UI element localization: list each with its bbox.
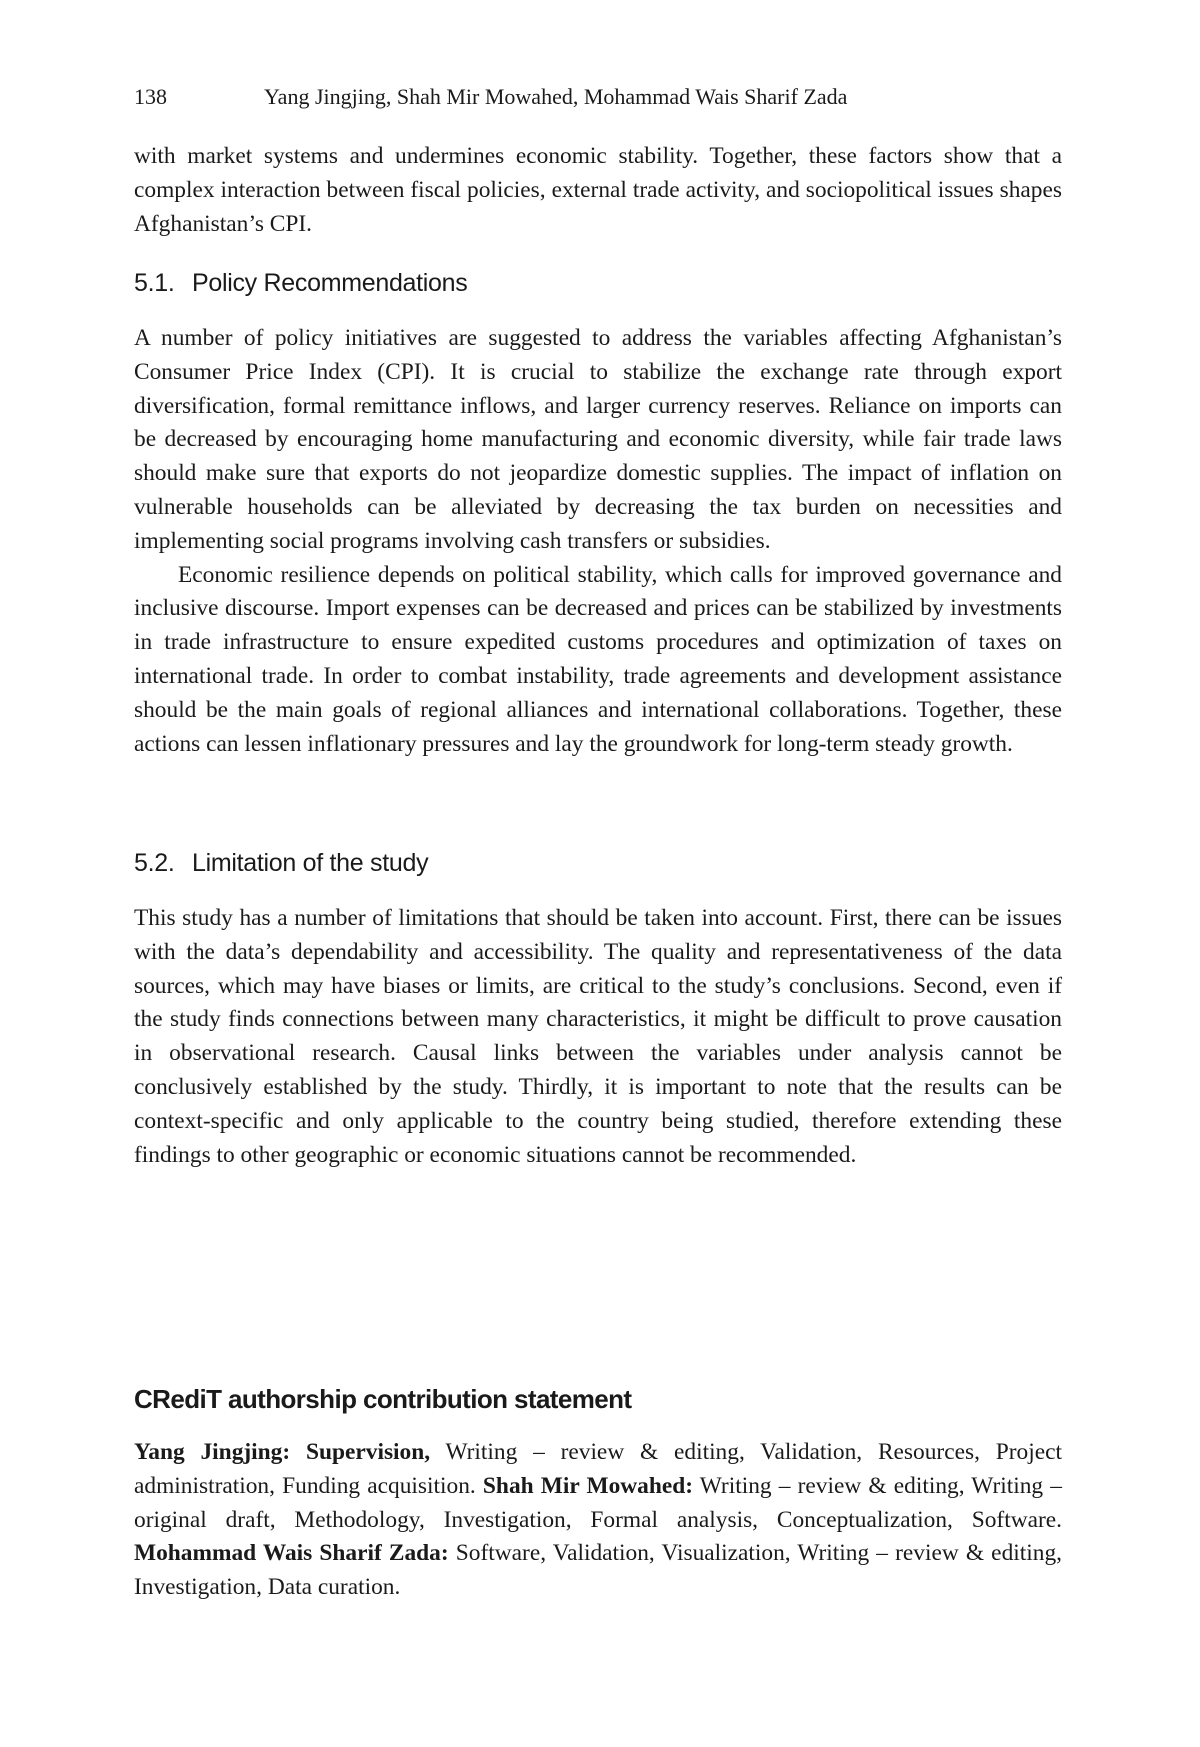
author-roles: Writing – review & editing, Writing – original draft, Methodology, Investigation, Formal analysis, Conceptualization, Software. (134, 1472, 1062, 1533)
section-title: Policy Recommendations (192, 269, 468, 297)
section-heading-5-1 (134, 266, 1062, 300)
author-name: Mohammad Wais Sharif Zada: (134, 1540, 449, 1567)
running-header (134, 82, 1062, 112)
section-heading-5-2 (134, 846, 1062, 880)
section-number: 5.2. (134, 849, 175, 877)
section-policy-recommendations (134, 266, 1062, 761)
author-roles: Software, Validation, Visualization, Writing – review & editing, Investigation, Data curation. (134, 1540, 1062, 1601)
section-title: Limitation of the study (192, 849, 429, 877)
section-number: 5.1. (134, 269, 175, 297)
header-authors: Yang Jingjing, Shah Mir Mowahed, Mohammad Wais Sharif Zada (264, 84, 848, 109)
author-name: Yang Jingjing: (134, 1439, 291, 1465)
section-credit-statement (134, 1382, 1062, 1605)
author-name: Shah Mir Mowahed: (482, 1472, 694, 1499)
intro-block (134, 140, 1062, 241)
paragraph: Economic resilience depends on political stability, which calls for improved governance and inclusive discourse. Import expenses can be decreased and prices can be stabilized by investments in trade infrastructure to ensure expedited customs procedures and optimization of taxes on international trade. In order to combat instability, trade agreements and development assistance should be the main goals of regional alliances and international collaborations. Together, these actions can lessen inflationary pressures and lay the groundwork for long-term steady growth. (134, 561, 1062, 757)
paragraph: This study has a number of limitations that should be taken into account. First, there can be issues with the data’s dependability and accessibility. The quality and representativeness of the data sources, which may have biases or limits, are critical to the study’s conclusions. Second, even if the study finds connections between many characteristics, it might be difficult to prove causation in observational research. Causal links between the variables under analysis cannot be conclusively established by the study. Thirdly, it is important to note that the results can be context-specific and only applicable to the country being studied, therefore extending these findings to other geographic or economic situations cannot be recommended. (134, 905, 1062, 1168)
page-number: 138 (134, 84, 167, 109)
author-role-bold: Supervision, (305, 1439, 431, 1465)
section-limitation (134, 846, 1062, 1172)
credit-paragraph (134, 1436, 1062, 1605)
intro-paragraph: with market systems and undermines economic stability. Together, these factors show that a complex interaction between fiscal policies, external trade activity, and sociopolitical issues shapes Afghanistan’s CPI. (134, 143, 1062, 237)
author-roles: Writing – review & editing, Validation, Resources, Project administration, Funding acquisition. (134, 1439, 1062, 1499)
credit-heading: CRediT authorship contribution statement (134, 1384, 632, 1414)
paragraph: A number of policy initiatives are suggested to address the variables affecting Afghanistan’s Consumer Price Index (CPI). It is crucial to stabilize the exchange rate through export diversification, formal remittance inflows, and larger currency reserves. Reliance on imports can be decreased by encouraging home manufacturing and economic diversity, while fair trade laws should make sure that exports do not jeopardize domestic supplies. The impact of inflation on vulnerable households can be alleviated by decreasing the tax burden on necessities and implementing social programs involving cash transfers or subsidies. (134, 325, 1062, 554)
